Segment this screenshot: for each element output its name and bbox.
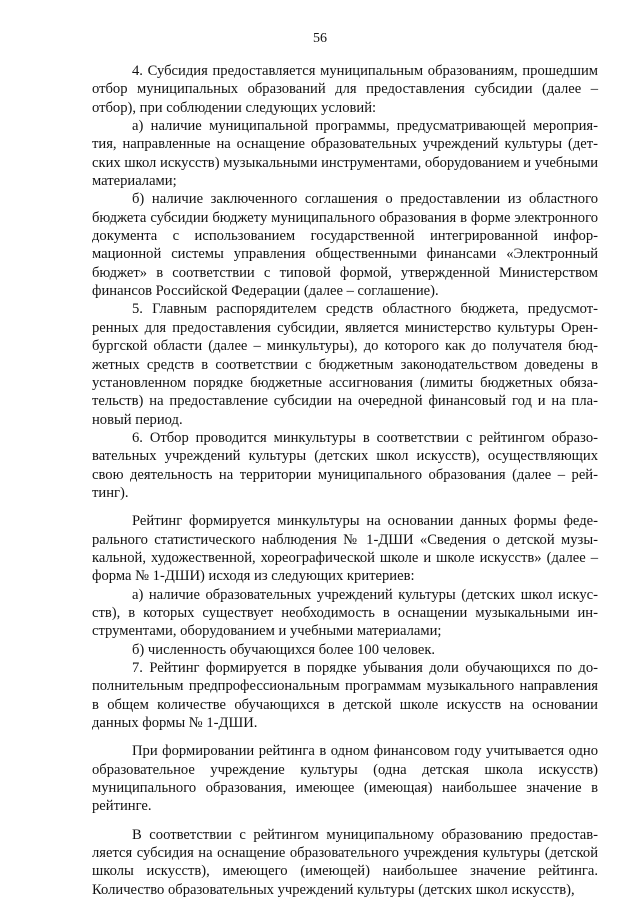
paragraph-4b: б) наличие заключенного соглашения о предоставлении из областного бюджета субсидии бюджету муниципального образования в форме электронного документа с использованием государственной интегрированной информационной системы управления общественными финансами «Электронный бюджет» в соответствии с типовой формой, утвержденной Министерством финансов Российской Федерации (далее – соглашение). <box>92 191 598 300</box>
document-body <box>92 62 598 899</box>
paragraph-criterion-a: а) наличие образовательных учреждений культуры (детских школ искусств), в которых существует необходимость в оснащении музыкальными инструментами, оборудованием и учебными материалами; <box>92 586 598 640</box>
page-number: 56 <box>313 31 327 46</box>
paragraph-subsidy-allocation: В соответствии с рейтингом муниципальному образованию предоставляется субсидия на оснащение образовательного учреждения культуры (детской школы искусств), имеющего (имеющей) наибольшее значение рейтинга. Количество образовательных учреждений культуры (детских школ искусств), <box>92 826 598 898</box>
paragraph-spacer <box>92 816 598 826</box>
paragraph-spacer <box>92 502 598 512</box>
paragraph-criterion-b: б) численность обучающихся более 100 человек. <box>132 641 436 658</box>
paragraph-rating-basis: Рейтинг формируется минкультуры на основании данных формы федерального статистического наблюдения № 1-ДШИ «Сведения о детской музыкальной, художественной, хореографической школе и школе искусств» (далее – форма № 1-ДШИ) исходя из следующих критериев: <box>92 513 598 585</box>
paragraph-rating-one-per-year: При формировании рейтинга в одном финансовом году учитывается одно образовательное учреждение культуры (одна детская школа искусств) муниципального образования, имеющее (имеющая) наибольшее значение в рейтинге. <box>92 743 598 815</box>
paragraph-7: 7. Рейтинг формируется в порядке убывания доли обучающихся по дополнительным предпрофессиональным программам музыкального направления в общем количестве обучающихся в детской школе искусств на основании данных формы № 1-ДШИ. <box>92 660 598 732</box>
paragraph-spacer <box>92 732 598 742</box>
paragraph-5: 5. Главным распорядителем средств областного бюджета, предусмотренных для предоставления субсидии, является министерство культуры Оренбургской области (далее – минкультуры), до которого как до получателя бюджетных средств в соответствии с бюджетным законодательством доведены в установленном порядке бюджетные ассигнования (лимиты бюджетных обязательств) на предоставление субсидии на очередной финансовый год и на плановый период. <box>92 301 598 428</box>
paragraph-4a: а) наличие муниципальной программы, предусматривающей мероприятия, направленные на оснащение образовательных учреждений культуры (детских школ искусств) музыкальными инструментами, оборудованием и учебными материалами; <box>92 118 598 190</box>
paragraph-6: 6. Отбор проводится минкультуры в соответствии с рейтингом образовательных учреждений культуры (детских школ искусств), осуществляющих свою деятельность на территории муниципального образования (далее – рейтинг). <box>92 429 598 501</box>
paragraph-4: 4. Субсидия предоставляется муниципальным образованиям, прошедшим отбор муниципальных образований для предоставления субсидии (далее – отбор), при соблюдении следующих условий: <box>92 63 598 116</box>
